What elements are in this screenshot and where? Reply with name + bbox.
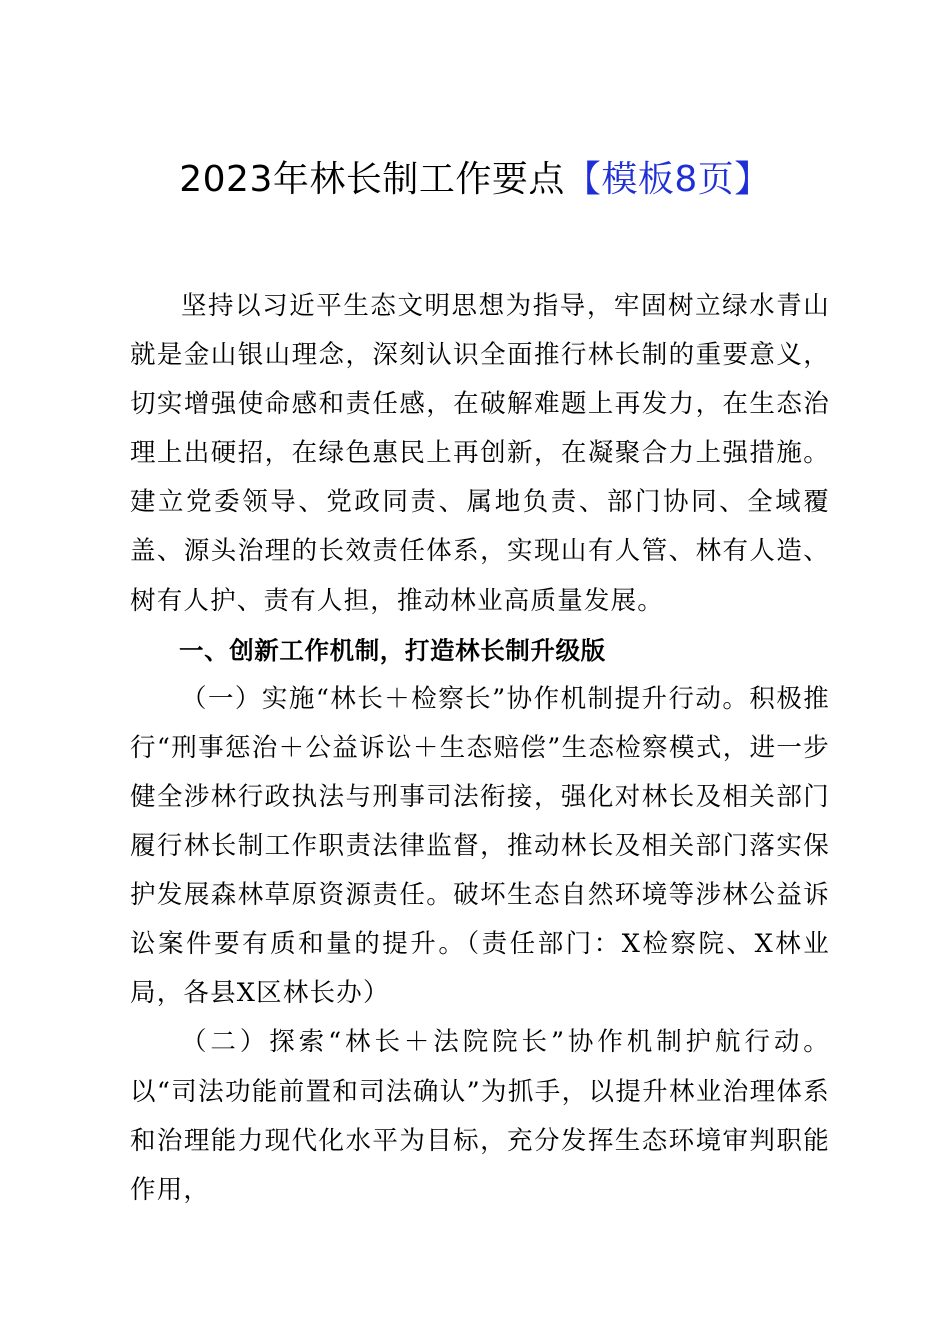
document-title bbox=[0, 155, 950, 205]
section-heading: 一、创新工作机制，打造林长制升级版 bbox=[179, 635, 606, 665]
title-tag: 【模板8页】 bbox=[564, 159, 771, 200]
title-main: 2023年林长制工作要点 bbox=[179, 159, 565, 200]
document-body bbox=[130, 282, 830, 1215]
item-paragraph-2: （二）探索“林长＋法院院长”协作机制护航行动。以“司法功能前置和司法确认”为抓手，以提升林业治理体系和治理能力现代化水平为目标，充分发挥生态环境审判职能作用， bbox=[130, 1027, 830, 1205]
intro-paragraph: 坚持以习近平生态文明思想为指导，牢固树立绿水青山就是金山银山理念，深刻认识全面推行林长制的重要意义，切实增强使命感和责任感，在破解难题上再发力，在生态治理上出硬招，在绿色惠民上再创新，在凝聚合力上强措施。建立党委领导、党政同责、属地负责、部门协同、全域覆盖、源头治理的长效责任体系，实现山有人管、林有人造、树有人护、责有人担，推动林业高质量发展。 bbox=[130, 291, 830, 616]
item-paragraph-1: （一）实施“林长＋检察长”协作机制提升行动。积极推行“刑事惩治＋公益诉讼＋生态赔偿”生态检察模式，进一步健全涉林行政执法与刑事司法衔接，强化对林长及相关部门履行林长制工作职责法律监督，推动林长及相关部门落实保护发展森林草原资源责任。破坏生态自然环境等涉林公益诉讼案件要有质和量的提升。（责任部门：X检察院、X林业局，各县X区林长办） bbox=[130, 683, 830, 1009]
